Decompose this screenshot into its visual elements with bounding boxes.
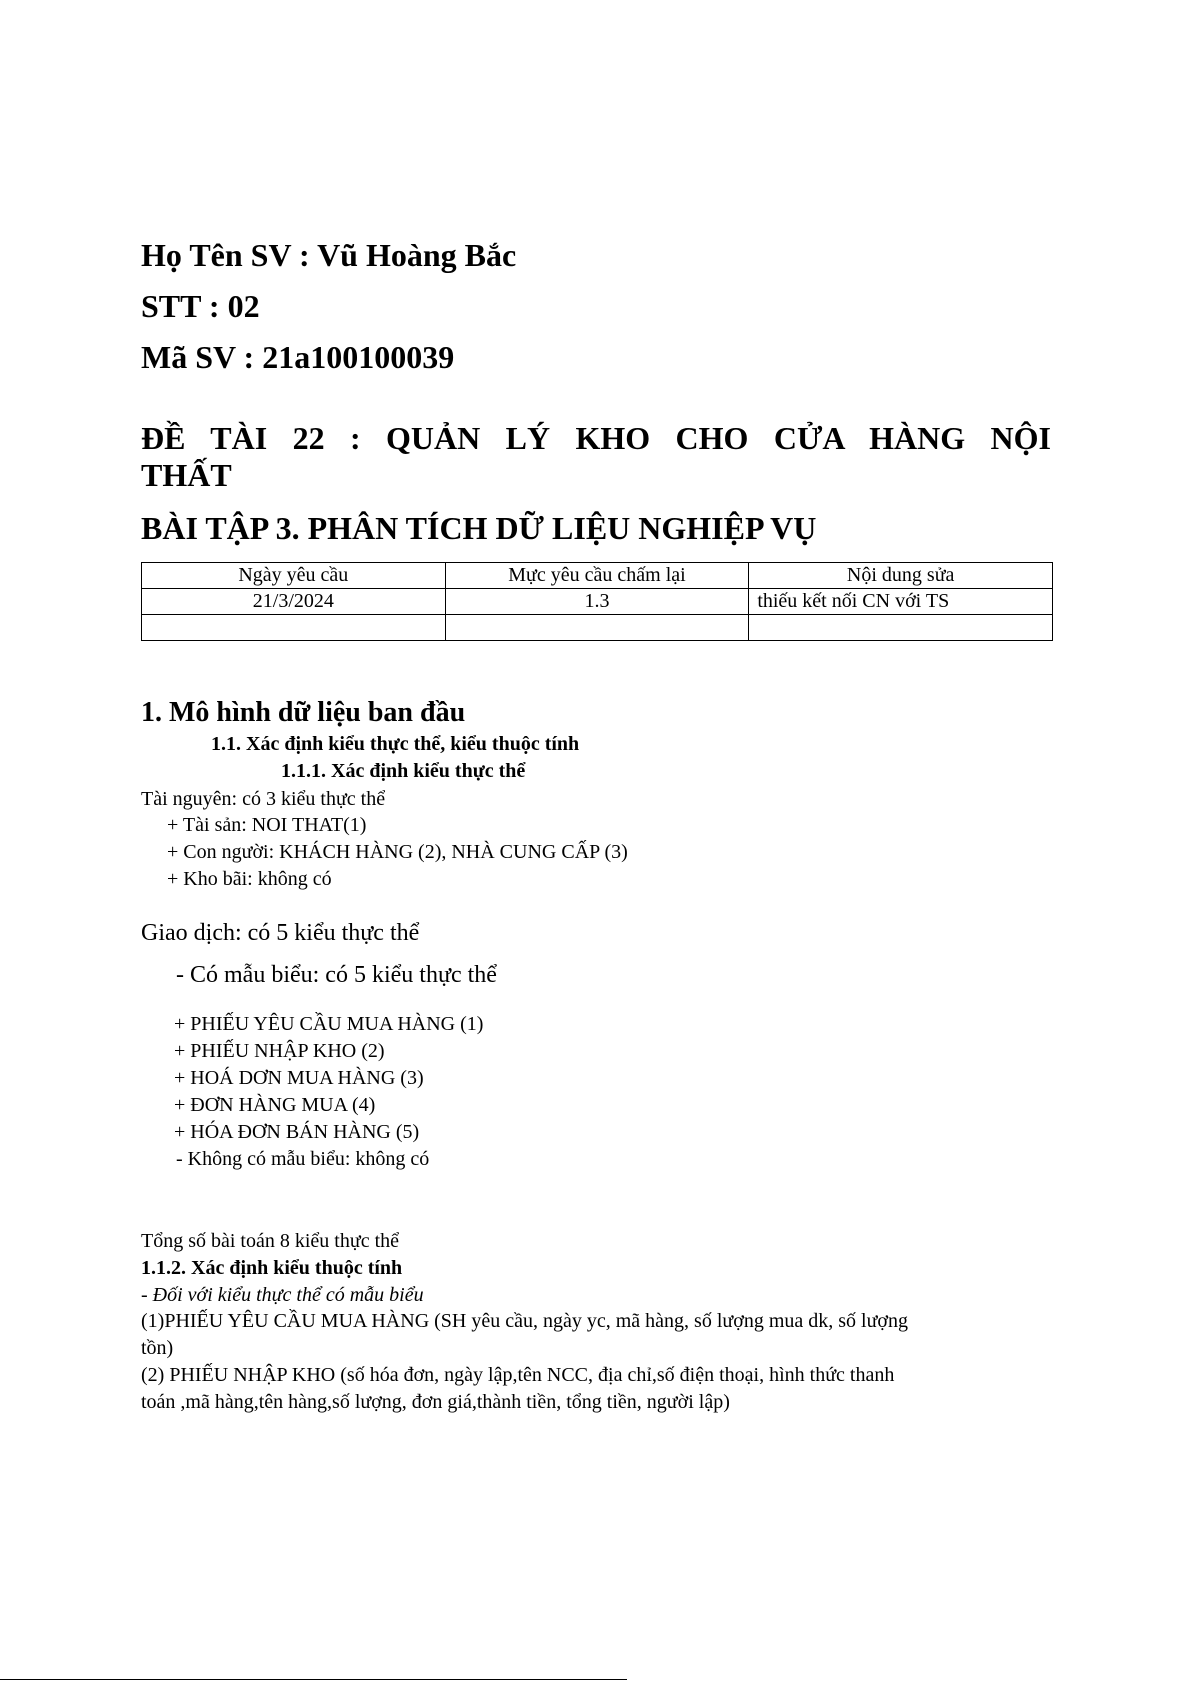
student-stt: STT : 02 [141,288,260,324]
table-cell [445,615,749,641]
table-cell [142,615,446,641]
attribute-line: toán ,mã hàng,tên hàng,số lượng, đơn giá,thành tiền, tổng tiền, người lập) [141,1391,730,1413]
list-item: + Kho bãi: không có [167,868,332,890]
table-row [142,615,1053,641]
footnote-divider [0,1679,627,1680]
assignment-title: BÀI TẬP 3. PHÂN TÍCH DỮ LIỆU NGHIỆP VỤ [141,510,817,546]
list-item: + HÓA ĐƠN BÁN HÀNG (5) [174,1121,420,1143]
topic-title [141,420,1051,494]
list-item: + Tài sản: NOI THAT(1) [167,814,367,836]
subsubsection-heading: 1.1.1. Xác định kiểu thực thể [281,760,526,782]
table-cell [749,615,1053,641]
student-id: Mã SV : 21a100100039 [141,339,455,375]
attribute-line: tồn) [141,1337,174,1359]
table-header-cell: Mực yêu cầu chấm lại [445,563,749,589]
attribute-note: - Đối với kiểu thực thể có mẫu biểu [141,1284,424,1306]
table-header-row [142,563,1053,589]
table-cell: 21/3/2024 [142,589,446,615]
table-cell: thiếu kết nối CN với TS [749,589,1053,615]
list-item: + HOÁ DƠN MUA HÀNG (3) [174,1067,424,1089]
table-cell: 1.3 [445,589,749,615]
attribute-line: (1)PHIẾU YÊU CẦU MUA HÀNG (SH yêu cầu, ngày yc, mã hàng, số lượng mua dk, số lượng [141,1310,909,1332]
table-header-cell: Ngày yêu cầu [142,563,446,589]
topic-line-1: ĐỀ TÀI 22 : QUẢN LÝ KHO CHO CỬA HÀNG NỘI [141,420,1051,456]
subsubsection-heading: 1.1.2. Xác định kiểu thuộc tính [141,1257,403,1279]
list-item: + PHIẾU YÊU CẦU MUA HÀNG (1) [174,1013,484,1035]
total-entities: Tổng số bài toán 8 kiểu thực thể [141,1230,400,1252]
list-item: + Con người: KHÁCH HÀNG (2), NHÀ CUNG CẤP (3) [167,841,628,863]
without-form-item: - Không có mẫu biểu: không có [176,1148,430,1170]
section-heading: 1. Mô hình dữ liệu ban đầu [141,697,466,728]
with-form-item: - Có mẫu biểu: có 5 kiểu thực thể [176,962,497,988]
student-name: Họ Tên SV : Vũ Hoàng Bắc [141,237,517,273]
table-row [142,589,1053,615]
transactions-intro: Giao dịch: có 5 kiểu thực thể [141,920,420,946]
list-item: + ĐƠN HÀNG MUA (4) [174,1094,376,1116]
revision-table [141,562,1053,641]
resources-intro: Tài nguyên: có 3 kiểu thực thể [141,788,386,810]
subsection-heading: 1.1. Xác định kiểu thực thể, kiểu thuộc tính [211,733,580,755]
table-header-cell: Nội dung sửa [749,563,1053,589]
list-item: + PHIẾU NHẬP KHO (2) [174,1040,385,1062]
attribute-line: (2) PHIẾU NHẬP KHO (số hóa đơn, ngày lập,tên NCC, địa chỉ,số điện thoại, hình thức thanh [141,1364,895,1386]
topic-line-2: THẤT [141,456,232,493]
